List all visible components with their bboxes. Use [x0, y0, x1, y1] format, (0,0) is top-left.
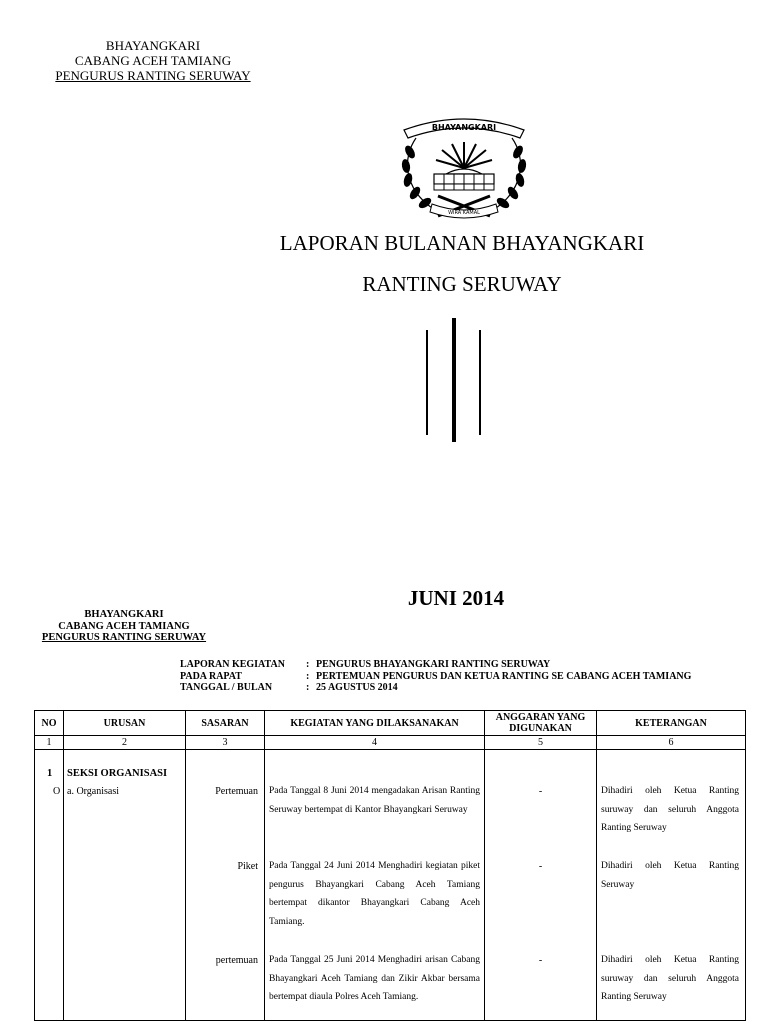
meta-label: PADA RAPAT — [180, 670, 242, 682]
logo-ribbon-top: BHAYANGKARI — [431, 123, 497, 132]
sasaran-2: Piket — [237, 861, 258, 872]
col-number: 5 — [485, 736, 597, 750]
meta-row — [180, 682, 691, 694]
meta-sep: : — [306, 659, 310, 670]
keterangan-2: Dihadiri oleh Ketua Ranting Seruway — [601, 861, 739, 890]
col-header-kegiatan: KEGIATAN YANG DILAKSANAKAN — [265, 711, 485, 736]
activity-table — [34, 710, 746, 1021]
report-month: JUNI 2014 — [407, 586, 505, 610]
section-title: SEKSI ORGANISASI — [67, 768, 168, 779]
decorative-bar-left — [426, 330, 428, 435]
meta-row — [180, 671, 691, 683]
decorative-bar-right — [479, 330, 481, 435]
meta-label: LAPORAN KEGIATAN — [180, 659, 285, 670]
row-marker: O — [53, 786, 61, 797]
meta-value: PERTEMUAN PENGURUS DAN KETUA RANTING SE CABANG ACEH TAMIANG — [316, 670, 692, 682]
letterhead-line-2: CABANG ACEH TAMIANG — [74, 53, 232, 68]
table-header-row — [35, 711, 746, 736]
cell-kegiatan — [265, 750, 485, 1021]
col-number: 1 — [35, 736, 64, 750]
meta-row — [180, 659, 691, 671]
col-number: 2 — [64, 736, 186, 750]
report-meta — [180, 659, 691, 694]
anggaran-3: - — [538, 955, 543, 966]
report-subtitle: RANTING SERUWAY — [362, 272, 562, 296]
table-number-row — [35, 736, 746, 750]
meta-value: 25 AGUSTUS 2014 — [316, 682, 398, 693]
letterhead-line-1: BHAYANGKARI — [105, 38, 201, 53]
letterhead2-line-2: CABANG ACEH TAMIANG — [58, 620, 190, 632]
keterangan-1: Dihadiri oleh Ketua Ranting suruway dan seluruh Anggota Ranting Seruway — [601, 786, 739, 833]
letterhead2-line-1: BHAYANGKARI — [84, 609, 164, 620]
col-number: 4 — [265, 736, 485, 750]
kegiatan-3: Pada Tanggal 25 Juni 2014 Menghadiri arisan Cabang Bhayangkari Aceh Tamiang dan Zikir Akbar bersama bertempat diaula Polres Aceh Tamiang. — [269, 955, 480, 1002]
letterhead-line-3: PENGURUS RANTING SERUWAY — [55, 68, 251, 83]
col-number: 6 — [597, 736, 746, 750]
cell-keterangan — [597, 750, 746, 1021]
meta-sep: : — [306, 682, 310, 693]
kegiatan-1: Pada Tanggal 8 Juni 2014 mengadakan Arisan Ranting Seruway bertempat di Kantor Bhayangkari Seruway — [269, 786, 480, 815]
col-header-urusan: URUSAN — [64, 711, 186, 736]
cell-no — [35, 750, 64, 1021]
col-header-anggaran: ANGGARAN YANG DIGUNAKAN — [485, 711, 597, 736]
urusan-label: a. Organisasi — [67, 786, 120, 797]
letterhead2-line-3: PENGURUS RANTING SERUWAY — [41, 632, 207, 643]
bhayangkari-emblem-icon — [394, 108, 534, 224]
col-number: 3 — [186, 736, 265, 750]
letterhead-top — [38, 38, 268, 83]
kegiatan-2: Pada Tanggal 24 Juni 2014 Menghadiri kegiatan piket pengurus Bhayangkari Cabang Aceh Tamiang bertempat dikantor Bhayangkari Cabang Aceh Tamiang. — [269, 861, 480, 927]
col-header-keterangan: KETERANGAN — [597, 711, 746, 736]
sasaran-1: Pertemuan — [215, 786, 258, 797]
meta-value: PENGURUS BHAYANGKARI RANTING SERUWAY — [316, 659, 551, 670]
cell-urusan — [64, 750, 186, 1021]
section-number: 1 — [47, 768, 53, 779]
keterangan-3: Dihadiri oleh Ketua Ranting suruway dan seluruh Anggota Ranting Seruway — [601, 955, 739, 1002]
cell-sasaran — [186, 750, 265, 1021]
meta-label: TANGGAL / BULAN — [180, 682, 273, 693]
logo-ribbon-bottom: WIRA KAMAL — [448, 210, 480, 216]
anggaran-2: - — [538, 861, 543, 872]
col-header-no: NO — [35, 711, 64, 736]
table-row — [35, 750, 746, 1021]
meta-sep: : — [306, 670, 310, 682]
letterhead-second — [38, 609, 210, 644]
cell-anggaran — [485, 750, 597, 1021]
sasaran-3: pertemuan — [215, 955, 258, 966]
anggaran-1: - — [538, 786, 543, 797]
decorative-bar-center — [452, 318, 456, 442]
col-header-sasaran: SASARAN — [186, 711, 265, 736]
report-title: LAPORAN BULANAN BHAYANGKARI — [279, 231, 645, 255]
